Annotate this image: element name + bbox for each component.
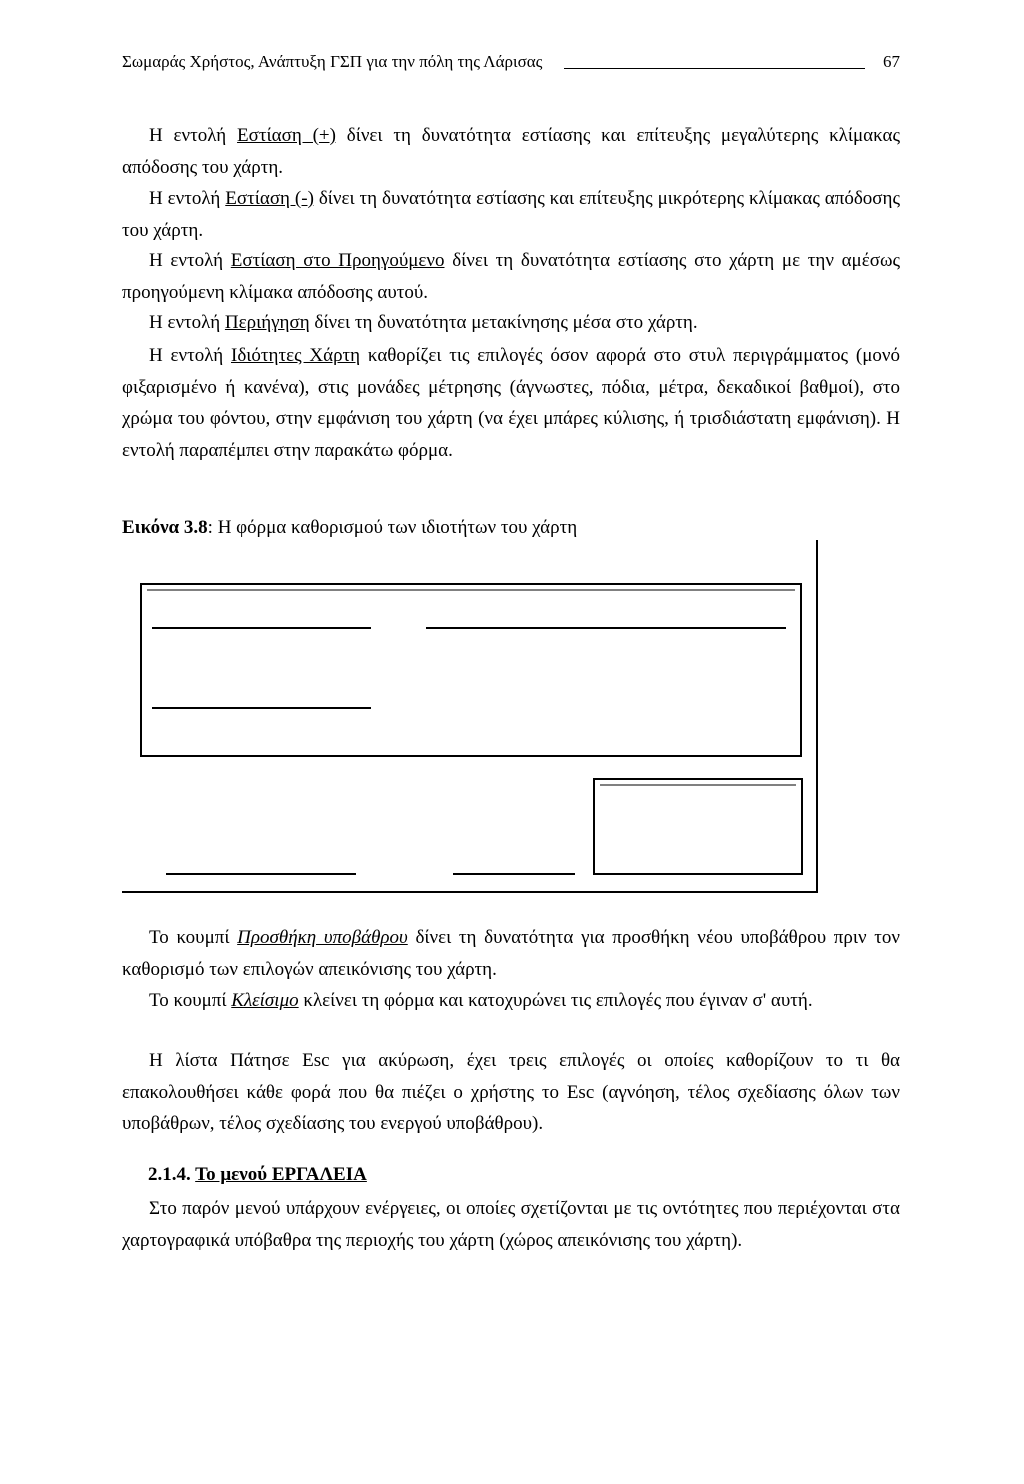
paragraph-zoom-previous: Η εντολή Εστίαση στο Προηγούμενο δίνει τη δυνατότητα εστίασης στο χάρτη με την αμέσως προηγούμενη κλίμακα απόδοσης αυτού.	[122, 250, 900, 303]
close-button-ref: Κλείσιμο	[231, 990, 299, 1011]
section-heading	[148, 1160, 367, 1190]
paragraph-close: Το κουμπί Κλείσιμο κλείνει τη φόρμα και κατοχυρώνει τις επιλογές που έγιναν σ' αυτή.	[149, 990, 813, 1011]
paragraph-zoom-in: Η εντολή Εστίαση (+) δίνει τη δυνατότητα εστίασης και επίτευξης μεγαλύτερης κλίμακας απόδοσης του χάρτη.	[122, 125, 900, 178]
header-title: Σωμαράς Χρήστος, Ανάπτυξη ΓΣΠ για την πόλη της Λάρισας	[122, 52, 543, 71]
page-number: 67	[883, 52, 900, 71]
section-title: Το μενού ΕΡΓΑΛΕΙΑ	[195, 1164, 367, 1185]
map-properties-command: Ιδιότητες Χάρτη	[231, 345, 361, 366]
paragraph-add-layer: Το κουμπί Προσθήκη υποβάθρου δίνει τη δυνατότητα για προσθήκη νέου υποβάθρου πριν τον καθορισμό των επιλογών απεικόνισης του χάρτη.	[122, 927, 901, 980]
figure-label: Εικόνα 3.8	[122, 517, 208, 538]
paragraph-map-properties: Η εντολή Ιδιότητες Χάρτη καθορίζει τις επιλογές όσον αφορά στο στυλ περιγράμματος (μονό φιξαρισμένο ή κανένα), στις μονάδες μέτρησης (άγνωστες, πόδια, μέτρα, δεκαδικοί βαθμοί), στο χρώμα του φόντου, στην εμφάνιση του χάρτη (να έχει μπάρες κύλισης, ή τρισδιάστατη εμφάνιση). Η εντολή παραπέμπει στην παρακάτω φόρμα.	[122, 345, 900, 461]
zoom-out-command: Εστίαση (-)	[225, 188, 314, 209]
add-layer-button-ref: Προσθήκη υποβάθρου	[237, 927, 408, 948]
paragraph-pan: Η εντολή Περιήγηση δίνει τη δυνατότητα μετακίνησης μέσα στο χάρτη.	[149, 312, 698, 333]
figure-lower-box	[594, 779, 802, 874]
paragraph-zoom-out: Η εντολή Εστίαση (-) δίνει τη δυνατότητα εστίασης και επίτευξης μικρότερης κλίμακας απόδοσης του χάρτη.	[122, 188, 900, 241]
section-number: 2.1.4.	[148, 1164, 191, 1185]
zoom-previous-command: Εστίαση στο Προηγούμενο	[230, 250, 445, 271]
paragraph-tools-menu: Στο παρόν μενού υπάρχουν ενέργειες, οι οποίες σχετίζονται με τις οντότητες που περιέχονται στα χαρτογραφικά υπόβαθρα της περιοχής του χάρτη (χώρος απεικόνισης του χάρτη).	[122, 1198, 900, 1251]
figure-caption	[122, 513, 577, 543]
figure-upper-box	[141, 584, 801, 756]
figure-caption-text: : Η φόρμα καθορισμού των ιδιοτήτων του χάρτη	[207, 517, 578, 538]
paragraph-esc-list: Η λίστα Πάτησε Esc για ακύρωση, έχει τρεις επιλογές οι οποίες καθορίζουν το τι θα επακολουθήσει κάθε φορά που θα πιέζει ο χρήστης το Esc (αγνόηση, τέλος σχεδίασης όλων των υποβάθρων, τέλος σχεδίασης του ενεργού υποβάθρου).	[122, 1050, 900, 1135]
running-header	[122, 50, 900, 74]
pan-command: Περιήγηση	[224, 312, 310, 333]
zoom-in-command: Εστίαση (+)	[237, 125, 336, 146]
header-rule	[564, 56, 865, 69]
